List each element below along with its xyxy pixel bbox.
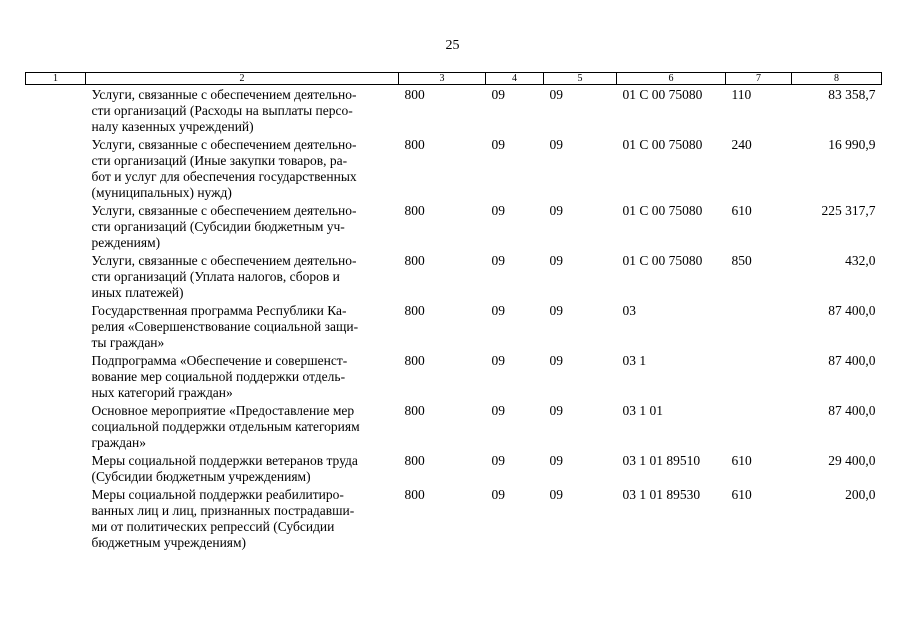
column-header-4: 4 bbox=[486, 73, 544, 85]
row-index-cell bbox=[26, 85, 86, 137]
row-name-line: (муниципальных) нужд) bbox=[91, 185, 232, 200]
row-target-article: 01 С 00 75080 bbox=[622, 87, 703, 102]
row-name-line: релия «Совершенствование социальной защи- bbox=[91, 319, 359, 334]
table-row bbox=[26, 252, 882, 302]
budget-table bbox=[25, 72, 882, 552]
row-subsection-code: 09 bbox=[549, 137, 563, 152]
row-name-line: Услуги, связанные с обеспечением деятельно- bbox=[91, 137, 357, 152]
row-ministry-code: 800 bbox=[404, 303, 425, 318]
row-amount: 87 400,0 bbox=[828, 303, 876, 318]
page-number: 25 bbox=[445, 38, 460, 53]
row-subsection-code: 09 bbox=[549, 253, 563, 268]
row-name-line: бот и услуг для обеспечения государственных bbox=[91, 169, 357, 184]
row-target-article: 03 1 01 89530 bbox=[622, 487, 701, 502]
row-name-line: Услуги, связанные с обеспечением деятельно- bbox=[91, 203, 357, 218]
table-row bbox=[26, 136, 882, 202]
row-subsection-code: 09 bbox=[549, 87, 563, 102]
row-expense-type bbox=[726, 352, 792, 402]
row-section-code: 09 bbox=[491, 487, 505, 502]
row-index-cell bbox=[26, 136, 86, 202]
row-section-code: 09 bbox=[491, 253, 505, 268]
column-header-7: 7 bbox=[726, 73, 792, 85]
row-name-line: ты граждан» bbox=[91, 335, 165, 350]
row-name-line: Государственная программа Республики Ка- bbox=[91, 303, 347, 318]
row-index-cell bbox=[26, 252, 86, 302]
table-row bbox=[26, 352, 882, 402]
row-name-line: (Субсидии бюджетным учреждениям) bbox=[91, 469, 311, 484]
row-name-line: Подпрограмма «Обеспечение и совершенст- bbox=[91, 353, 348, 368]
row-section-code: 09 bbox=[491, 403, 505, 418]
row-name-line: реждениям) bbox=[91, 235, 161, 250]
row-name-line: сти организаций (Иные закупки товаров, ра- bbox=[91, 153, 348, 168]
row-amount: 29 400,0 bbox=[828, 453, 876, 468]
table-row bbox=[26, 452, 882, 486]
row-index-cell bbox=[26, 452, 86, 486]
row-name-line: ных категорий граждан» bbox=[91, 385, 233, 400]
column-header-8: 8 bbox=[792, 73, 882, 85]
row-name-line: Услуги, связанные с обеспечением деятельно- bbox=[91, 87, 357, 102]
row-amount: 200,0 bbox=[845, 487, 876, 502]
row-expense-type bbox=[726, 302, 792, 352]
row-ministry-code: 800 bbox=[404, 353, 425, 368]
row-amount: 16 990,9 bbox=[828, 137, 876, 152]
table-row bbox=[26, 302, 882, 352]
row-section-code: 09 bbox=[491, 453, 505, 468]
row-amount: 87 400,0 bbox=[828, 403, 876, 418]
row-name-line: вование мер социальной поддержки отдель- bbox=[91, 369, 346, 384]
table-row bbox=[26, 486, 882, 552]
column-header-1: 1 bbox=[26, 73, 86, 85]
row-name-line: иных платежей) bbox=[91, 285, 184, 300]
row-section-code: 09 bbox=[491, 353, 505, 368]
row-index-cell bbox=[26, 202, 86, 252]
row-name-line: Меры социальной поддержки ветеранов труда bbox=[91, 453, 358, 468]
row-expense-type: 610 bbox=[731, 453, 752, 468]
row-section-code: 09 bbox=[491, 303, 505, 318]
row-index-cell bbox=[26, 302, 86, 352]
column-header-3: 3 bbox=[399, 73, 486, 85]
row-name-line: ми от политических репрессий (Субсидии bbox=[91, 519, 335, 534]
row-name bbox=[86, 136, 399, 202]
row-index-cell bbox=[26, 486, 86, 552]
row-name bbox=[86, 352, 399, 402]
column-header-row bbox=[26, 73, 882, 85]
row-subsection-code: 09 bbox=[549, 203, 563, 218]
row-name-line: налу казенных учреждений) bbox=[91, 119, 254, 134]
row-ministry-code: 800 bbox=[404, 403, 425, 418]
table-row bbox=[26, 85, 882, 137]
row-target-article: 03 1 01 bbox=[622, 403, 663, 418]
row-name-line: ванных лиц и лиц, признанных пострадавши- bbox=[91, 503, 355, 518]
row-name bbox=[86, 486, 399, 552]
row-ministry-code: 800 bbox=[404, 453, 425, 468]
row-section-code: 09 bbox=[491, 203, 505, 218]
row-amount: 87 400,0 bbox=[828, 353, 876, 368]
row-ministry-code: 800 bbox=[404, 87, 425, 102]
row-subsection-code: 09 bbox=[549, 353, 563, 368]
row-name-line: сти организаций (Уплата налогов, сборов и bbox=[91, 269, 340, 284]
column-header-2: 2 bbox=[86, 73, 399, 85]
row-name bbox=[86, 402, 399, 452]
row-ministry-code: 800 bbox=[404, 253, 425, 268]
row-ministry-code: 800 bbox=[404, 487, 425, 502]
row-subsection-code: 09 bbox=[549, 453, 563, 468]
row-name-line: сти организаций (Расходы на выплаты персо- bbox=[91, 103, 353, 118]
table-row bbox=[26, 202, 882, 252]
row-name bbox=[86, 85, 399, 137]
row-target-article: 03 bbox=[622, 303, 636, 318]
row-ministry-code: 800 bbox=[404, 137, 425, 152]
row-subsection-code: 09 bbox=[549, 487, 563, 502]
row-target-article: 01 С 00 75080 bbox=[622, 253, 703, 268]
row-section-code: 09 bbox=[491, 87, 505, 102]
row-expense-type: 610 bbox=[731, 203, 752, 218]
row-name-line: граждан» bbox=[91, 435, 146, 450]
row-name-line: Меры социальной поддержки реабилитиро- bbox=[91, 487, 344, 502]
row-section-code: 09 bbox=[491, 137, 505, 152]
row-index-cell bbox=[26, 402, 86, 452]
row-amount: 225 317,7 bbox=[821, 203, 876, 218]
row-name bbox=[86, 452, 399, 486]
row-target-article: 01 С 00 75080 bbox=[622, 137, 703, 152]
column-header-5: 5 bbox=[544, 73, 617, 85]
row-name-line: бюджетным учреждениям) bbox=[91, 535, 247, 550]
row-amount: 432,0 bbox=[845, 253, 876, 268]
row-name bbox=[86, 202, 399, 252]
row-target-article: 03 1 01 89510 bbox=[622, 453, 701, 468]
column-header-6: 6 bbox=[617, 73, 726, 85]
row-target-article: 03 1 bbox=[622, 353, 647, 368]
row-expense-type: 610 bbox=[731, 487, 752, 502]
row-name-line: социальной поддержки отдельным категориям bbox=[91, 419, 360, 434]
row-name-line: сти организаций (Субсидии бюджетным уч- bbox=[91, 219, 345, 234]
row-ministry-code: 800 bbox=[404, 203, 425, 218]
row-expense-type: 240 bbox=[731, 137, 752, 152]
row-target-article: 01 С 00 75080 bbox=[622, 203, 703, 218]
row-subsection-code: 09 bbox=[549, 403, 563, 418]
row-amount: 83 358,7 bbox=[828, 87, 876, 102]
row-subsection-code: 09 bbox=[549, 303, 563, 318]
row-expense-type: 110 bbox=[731, 87, 752, 102]
row-name-line: Услуги, связанные с обеспечением деятельно- bbox=[91, 253, 357, 268]
row-name-line: Основное мероприятие «Предоставление мер bbox=[91, 403, 355, 418]
row-expense-type bbox=[726, 402, 792, 452]
row-name bbox=[86, 302, 399, 352]
row-expense-type: 850 bbox=[731, 253, 752, 268]
row-name bbox=[86, 252, 399, 302]
row-index-cell bbox=[26, 352, 86, 402]
table-row bbox=[26, 402, 882, 452]
